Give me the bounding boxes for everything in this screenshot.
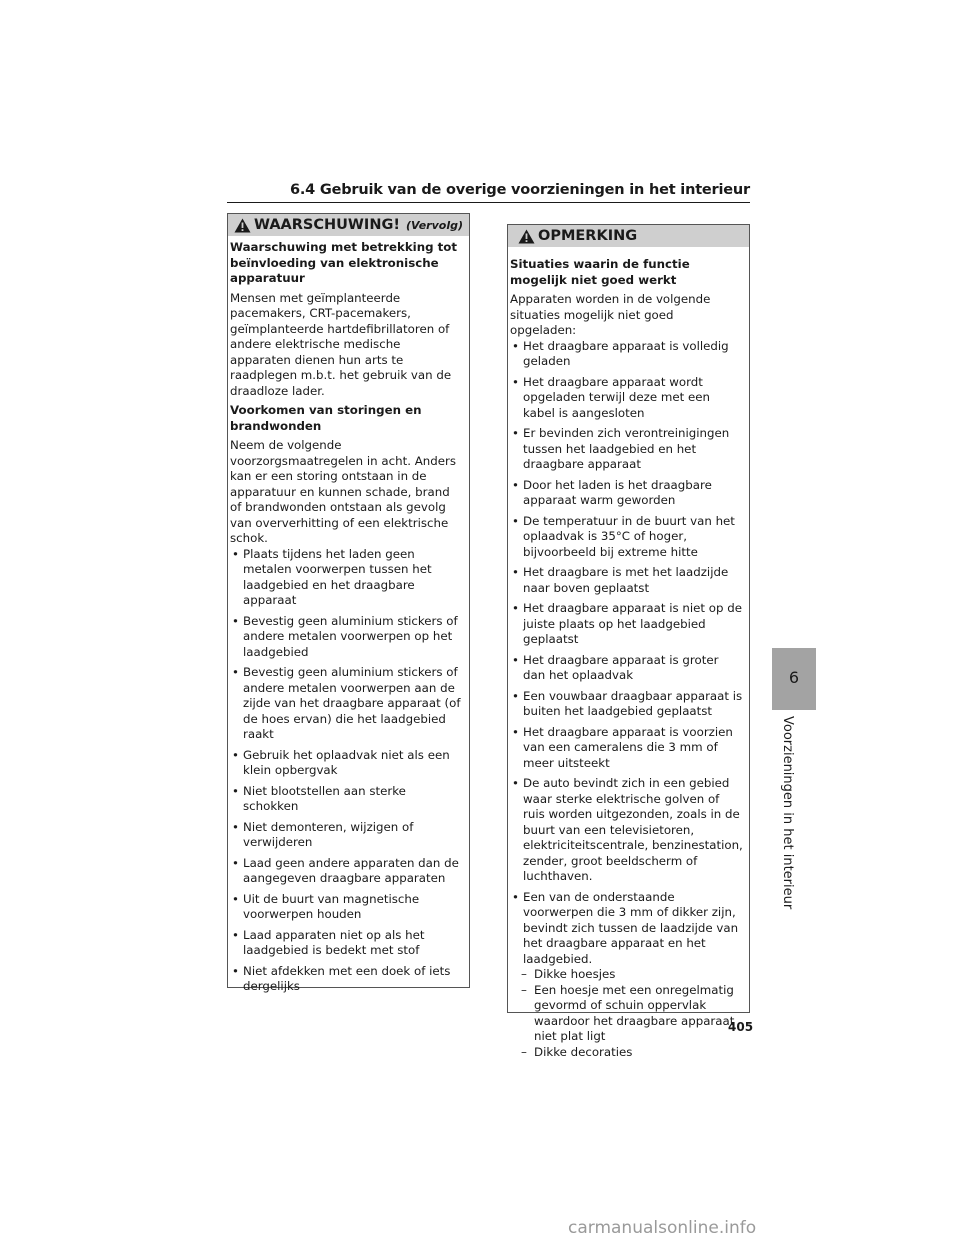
watermark: carmanualsonline.info <box>568 1218 757 1238</box>
list-item: • De auto bevindt zich in een gebied waar sterke elektrische golven of ruis worden uitgezonden, zoals in de buurt van een televisietoren, elektriciteitscentrale, benzinestation, zender, groot beeldscherm of luchthaven. <box>510 776 743 885</box>
list-item: • Een vouwbaar draagbaar apparaat is buiten het laadgebied geplaatst <box>510 689 743 720</box>
sub-list-item: – Dikke decoraties <box>521 1045 743 1061</box>
warning-paragraph-1: Mensen met geïmplanteerde pacemakers, CRT-pacemakers, geïmplanteerde hartdefibrillatoren of andere elektrische medische apparaten dienen hun arts te raadplegen m.b.t. het gebruik van de draadloze lader. <box>230 290 452 398</box>
list-item: • Het draagbare apparaat is voorzien van een cameralens die 3 mm of meer uitsteekt <box>510 725 743 772</box>
warning-content <box>228 236 469 995</box>
warning-header <box>228 214 469 236</box>
list-item: • Het draagbare is met het laadzijde naar boven geplaatst <box>510 565 743 596</box>
sub-list-item: – Een hoesje met een onregelmatig gevormd of schuin oppervlak waardoor het draagbare apparaat niet plat ligt <box>521 983 743 1045</box>
note-header <box>508 225 749 247</box>
sub-list-item: – Dikke hoesjes <box>521 967 743 983</box>
warning-heading-2: Voorkomen van storingen en brandwonden <box>230 403 422 433</box>
note-title: OPMERKING <box>538 228 638 244</box>
section-title: 6.4 Gebruik van de overige voorzieningen in het interieur <box>289 182 750 198</box>
list-item: • Gebruik het oplaadvak niet als een klein opbergvak <box>230 748 463 779</box>
list-item: • Uit de buurt van magnetische voorwerpen houden <box>230 892 463 923</box>
note-heading: Situaties waarin de functie mogelijk niet goed werkt <box>510 257 690 287</box>
list-item: • Door het laden is het draagbare apparaat warm geworden <box>510 478 743 509</box>
list-item: • Niet afdekken met een doek of iets dergelijks <box>230 964 463 995</box>
list-item: • Bevestig geen aluminium stickers of andere metalen voorwerpen aan de zijde van het draagbare apparaat (of de hoes ervan) die het laadgebied raakt <box>230 665 463 743</box>
warning-triangle-icon <box>518 229 535 244</box>
warning-list <box>230 547 463 995</box>
note-intro: Apparaten worden in de volgende situaties mogelijk niet goed opgeladen: <box>510 292 711 337</box>
list-item: • Bevestig geen aluminium stickers of andere metalen voorwerpen op het laadgebied <box>230 614 463 661</box>
warning-heading-1: Waarschuwing met betrekking tot beïnvloeding van elektronische apparatuur <box>230 240 458 285</box>
list-item: • Niet demonteren, wijzigen of verwijderen <box>230 820 463 851</box>
list-item: • Plaats tijdens het laden geen metalen voorwerpen tussen het laadgebied en het draagbare apparaat <box>230 547 463 609</box>
note-content <box>508 247 749 1060</box>
page-number: 405 <box>728 1020 754 1034</box>
list-item: • Laad geen andere apparaten dan de aangegeven draagbare apparaten <box>230 856 463 887</box>
list-item: • Het draagbare apparaat is groter dan het oplaadvak <box>510 653 743 684</box>
note-sub-list <box>521 967 743 1060</box>
chapter-number: 6 <box>788 668 800 687</box>
page-header <box>227 176 750 203</box>
note-list <box>510 339 743 1061</box>
list-item: • De temperatuur in de buurt van het oplaadvak is 35°C of hoger, bijvoorbeeld bij extreme hitte <box>510 514 743 561</box>
list-item: • Het draagbare apparaat is volledig geladen <box>510 339 743 370</box>
list-item <box>510 890 743 1061</box>
warning-paragraph-2: Neem de volgende voorzorgsmaatregelen in acht. Anders kan er een storing ontstaan in de apparatuur en kunnen schade, brand of brandwonden ontstaan als gevolg van oververhitting of een elektrische schok. <box>230 438 456 545</box>
warning-subtitle: (Vervolg) <box>405 218 463 232</box>
warning-title: WAARSCHUWING! <box>253 217 400 233</box>
list-item: • Het draagbare apparaat is niet op de juiste plaats op het laadgebied geplaatst <box>510 601 743 648</box>
list-item-text: Een van de onderstaande voorwerpen die 3 mm of dikker zijn, bevindt zich tussen de laadzijde van het draagbare apparaat en het laadgebied. <box>523 889 739 966</box>
chapter-tab <box>772 648 816 710</box>
list-item: • Het draagbare apparaat wordt opgeladen terwijl deze met een kabel is aangesloten <box>510 375 743 422</box>
list-item: • Laad apparaten niet op als het laadgebied is bedekt met stof <box>230 928 463 959</box>
chapter-label: Voorzieningen in het interieur <box>780 716 795 910</box>
warning-box <box>227 213 470 993</box>
list-item: • Er bevinden zich verontreinigingen tussen het laadgebied en het draagbare apparaat <box>510 426 743 473</box>
list-item: • Niet blootstellen aan sterke schokken <box>230 784 463 815</box>
warning-triangle-icon <box>234 218 251 233</box>
